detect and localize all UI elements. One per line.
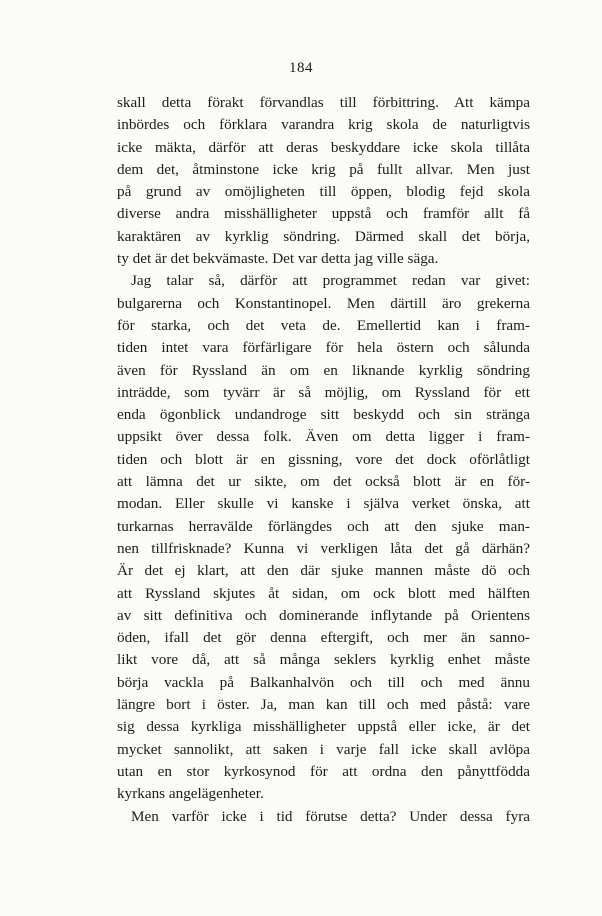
text-line: inträdde, som tyvärr är så möjlig, om Ryssland för ett [117, 383, 530, 401]
text-line: på grund av omöjligheten till öppen, blodig fejd skola [117, 183, 530, 201]
text-line: enda ögonblick undandroge sitt beskydd och sin stränga [117, 406, 530, 424]
text-line: modan. Eller skulle vi kanske i själva verket önska, att [117, 495, 530, 513]
text-line: turkarnas herravälde förlängdes och att den sjuke man- [117, 517, 530, 535]
text-line: att Ryssland skjutes åt sidan, om ock blott med hälften [117, 584, 530, 602]
text-line: Jag talar så, därför att programmet redan var givet: [131, 272, 530, 290]
text-line: dem det, åtminstone icke krig på fullt allvar. Men just [117, 160, 530, 178]
text-line: sig dessa kyrkliga misshälligheter uppstå eller icke, är det [117, 718, 530, 736]
text-line: tiden och blott är en gissning, vore det dock oförlåtligt [117, 450, 530, 468]
text-line: utan en stor kyrkosynod för att ordna den pånyttfödda [117, 762, 530, 780]
text-line: uppsikt över dessa folk. Även om detta ligger i fram- [117, 428, 530, 446]
text-line: mycket sannolikt, att saken i varje fall icke skall avlöpa [117, 740, 530, 758]
text-line: för starka, och det veta de. Emellertid kan i fram- [117, 316, 530, 334]
text-line: att lämna det ur sikte, om det också blott är en för- [117, 473, 530, 491]
text-line: kyrkans angelägenheter. [117, 785, 264, 803]
text-line: karaktären av kyrklig söndring. Därmed skall det börja, [117, 227, 530, 245]
text-line: Men varför icke i tid förutse detta? Under dessa fyra [131, 807, 530, 825]
text-line: även för Ryssland än om en liknande kyrklig söndring [117, 361, 530, 379]
text-line: ty det är det bekvämaste. Det var detta jag ville säga. [117, 250, 439, 268]
text-line: nen tillfrisknade? Kunna vi verkligen låta det gå därhän? [117, 539, 530, 557]
text-line: börja vackla på Balkanhalvön och till och med ännu [117, 673, 530, 691]
text-line: inbördes och förklara varandra krig skola de naturligtvis [117, 116, 530, 134]
text-line: öden, ifall det gör denna eftergift, och mer än sanno- [117, 629, 530, 647]
text-line: diverse andra misshälligheter uppstå och framför allt få [117, 205, 530, 223]
text-line: skall detta förakt förvandlas till förbittring. Att kämpa [117, 94, 530, 111]
text-line: tiden intet vara förfärligare för hela östern och sålunda [117, 339, 530, 357]
text-line: av sitt definitiva och dominerande inflytande på Orientens [117, 606, 530, 624]
text-line: likt vore då, att så många seklers kyrklig enhet måste [117, 651, 530, 669]
page-number: 184 [289, 60, 313, 76]
text-line: Är det ej klart, att den där sjuke mannen måste dö och [117, 562, 530, 580]
text-line: längre bort i öster. Ja, man kan till och med påstå: vare [117, 696, 530, 714]
text-line: bulgarerna och Konstantinopel. Men därtill äro grekerna [117, 294, 530, 312]
text-line: icke mäkta, därför att deras beskyddare icke skola tillåta [117, 138, 530, 156]
body-text [117, 92, 530, 828]
